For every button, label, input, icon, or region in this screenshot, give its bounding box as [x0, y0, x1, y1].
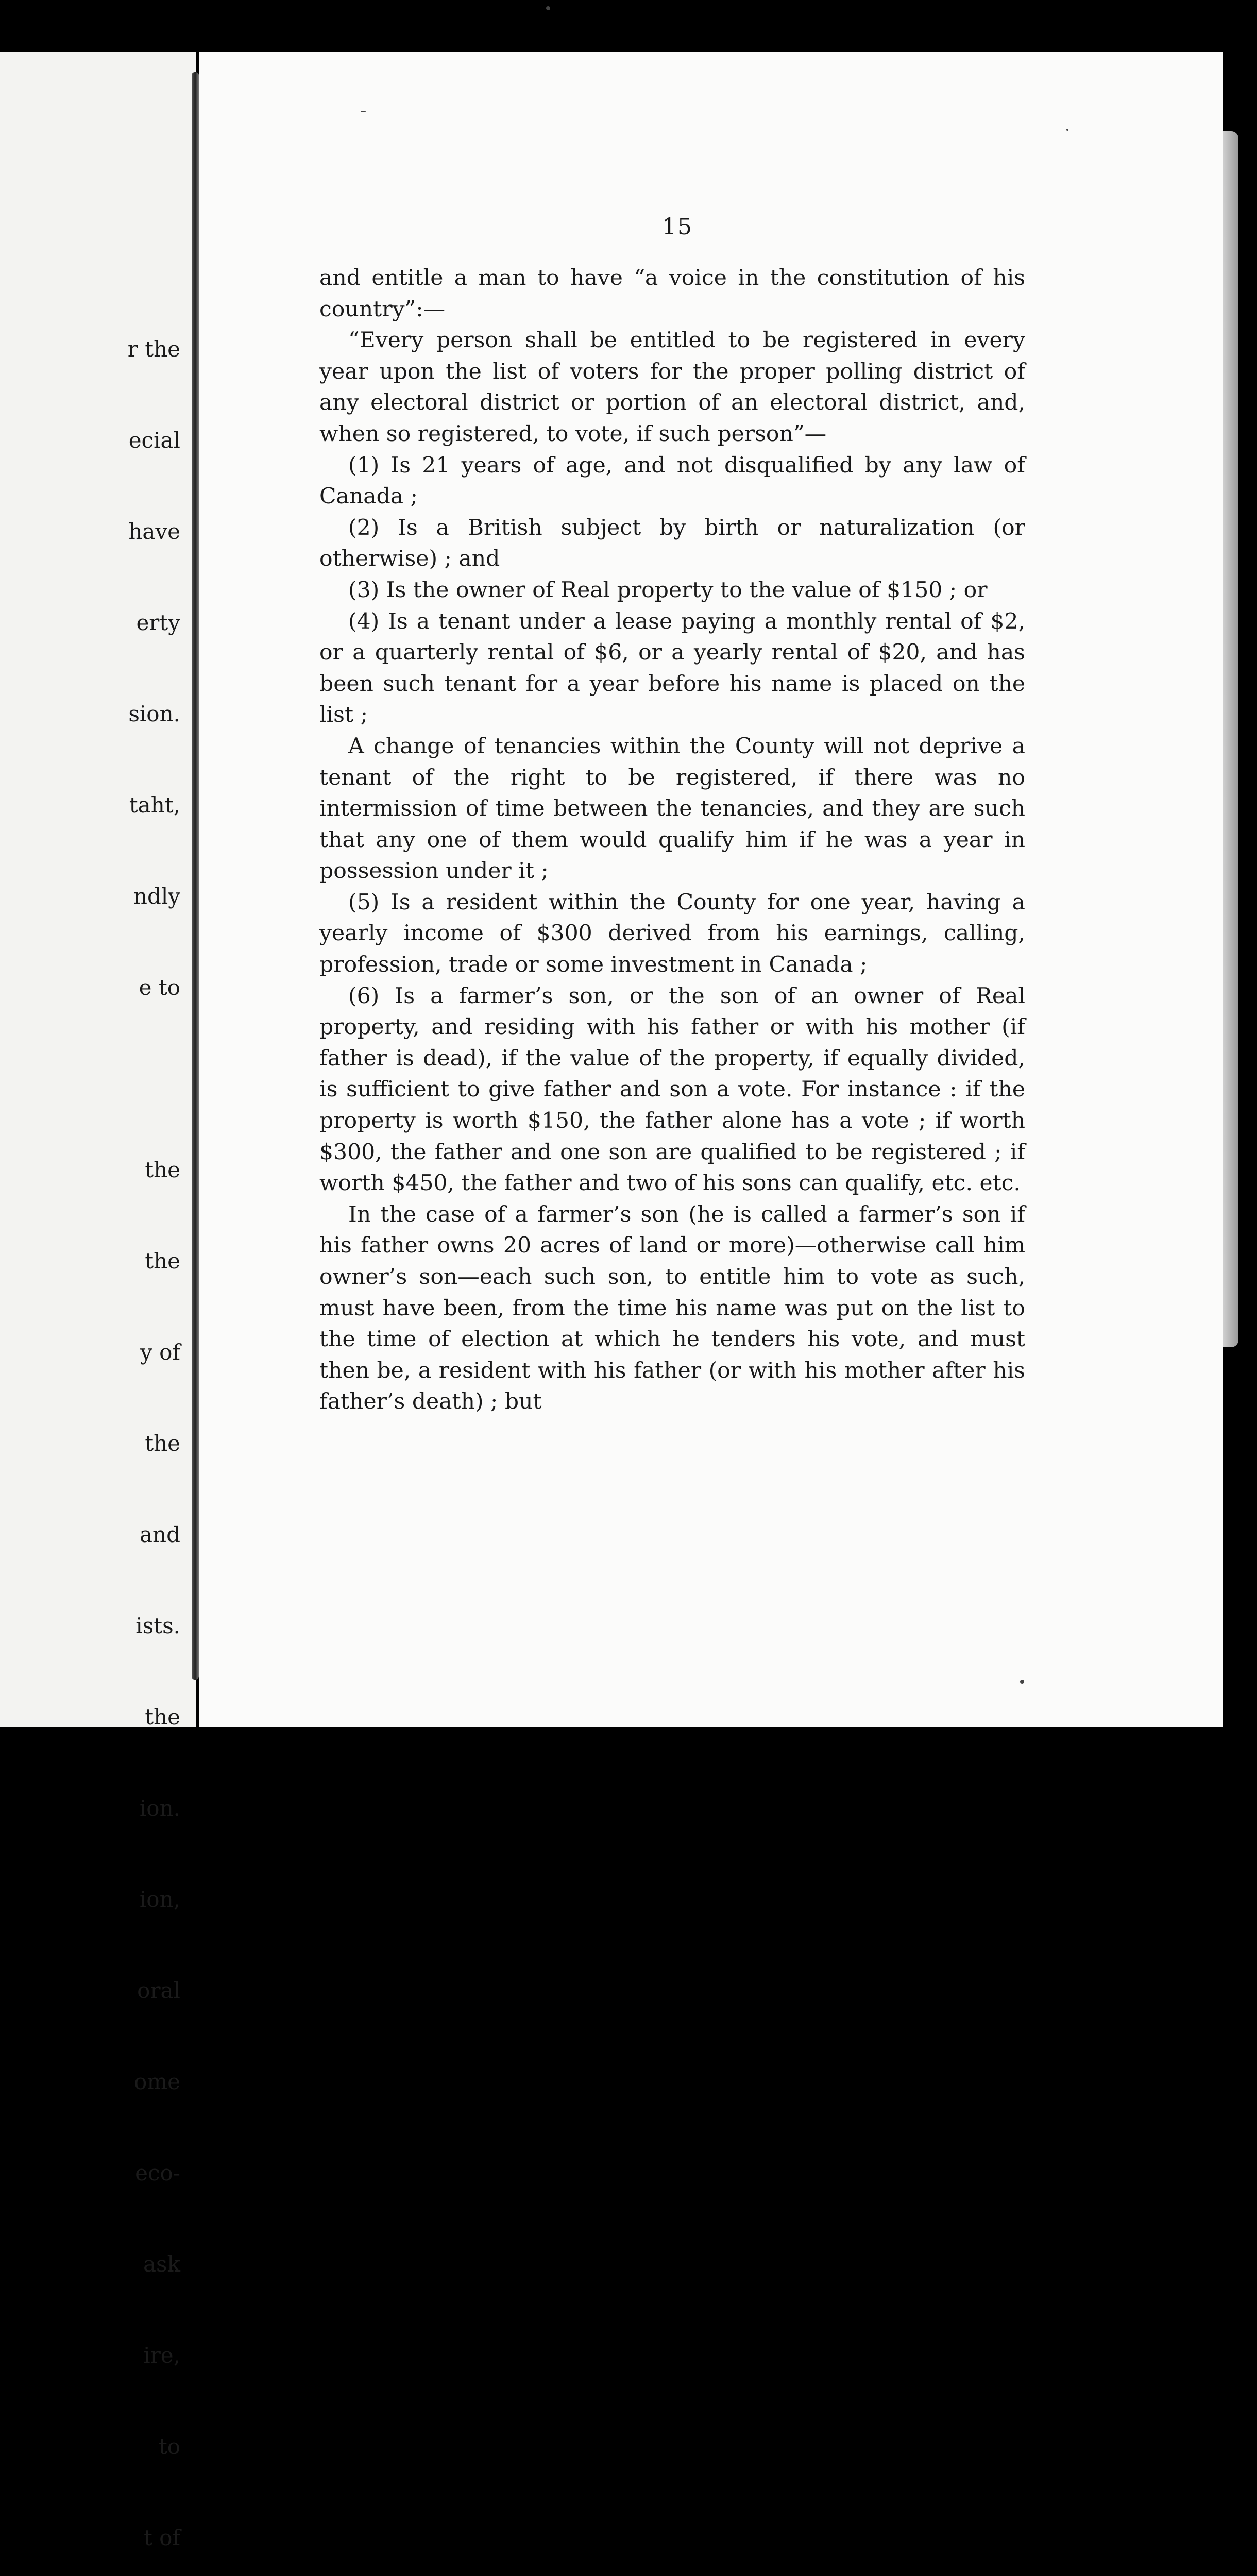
- left-fragment: [128, 1063, 180, 1094]
- scan-speck: [361, 111, 366, 112]
- left-fragment: sion.: [128, 701, 180, 726]
- left-page-text-fragments: [128, 273, 180, 2576]
- left-fragment: ion.: [139, 1795, 180, 1821]
- paragraph: (6) Is a farmer’s son, or the son of an owner of Real property, and residing with his father or with his mother (if father is dead), if the value of the property, if equally divided, is sufficient to give father and son a vote. For instance : if the property is worth $150, the father alone has a vote ; if worth $300, the father and one son are qualified to be registered ; if worth $450, the father and two of his sons can qualify, etc. etc.: [319, 983, 1025, 1196]
- paragraph: (2) Is a British subject by birth or naturalization (or otherwise) ; and: [319, 515, 1025, 572]
- left-fragment: the: [145, 1248, 180, 1274]
- left-fragment: ists.: [135, 1613, 180, 1638]
- left-fragment: the: [145, 1157, 180, 1182]
- page-edge-shadow: [1223, 131, 1238, 1347]
- left-fragment: the: [145, 1704, 180, 1730]
- scan-speck: [1020, 1680, 1024, 1684]
- paragraph: and entitle a man to have “a voice in the constitution of his country”:—: [319, 265, 1025, 322]
- paragraph: “Every person shall be entitled to be registered in every year upon the list of voters for the proper polling district of any electoral district or portion of an electoral district, and, when so registered, to vote, if such person”—: [319, 328, 1025, 447]
- left-fragment: erty: [136, 610, 180, 635]
- left-fragment: have: [128, 519, 180, 544]
- left-fragment: to: [158, 2434, 180, 2459]
- left-fragment: ecial: [128, 428, 180, 453]
- left-fragment: e to: [139, 975, 180, 1000]
- page-number: 15: [662, 214, 693, 240]
- scan-speck: [546, 6, 550, 10]
- left-fragment: y of: [140, 1340, 180, 1365]
- scan-speck: [1066, 129, 1068, 131]
- paragraph: (5) Is a resident within the County for one year, having a yearly income of $300 derived from his earnings, calling, profession, trade or some investment in Canada ;: [319, 889, 1025, 978]
- left-facing-page: [0, 52, 196, 2550]
- left-fragment: taht,: [129, 792, 180, 818]
- paragraph: A change of tenancies within the County will not deprive a tenant of the right to be registered, if there was no intermission of time between the tenancies, and they are such that any one of them would qualify him if he was a year in possession under it ;: [319, 733, 1025, 884]
- left-fragment: oral: [137, 1978, 180, 2003]
- paragraph: (1) Is 21 years of age, and not disqualified by any law of Canada ;: [319, 452, 1025, 510]
- paragraph: In the case of a farmer’s son (he is called a farmer’s son if his father owns 20 acres of land or more)—otherwise call him owner’s son—each such son, to entitle him to vote as such, must have been, from the time his name was put on the list to the time of election at which he tenders his vote, and must then be, a resident with his father (or with his mother after his father’s death) ; but: [319, 1201, 1025, 1415]
- paragraph: (4) Is a tenant under a lease paying a monthly rental of $2, or a quarterly rental of $6, or a yearly rental of $20, and has been such tenant for a year before his name is placed on the list ;: [319, 608, 1025, 728]
- left-fragment: ire,: [143, 2343, 180, 2368]
- left-fragment: the: [145, 1431, 180, 1456]
- left-fragment: eco-: [135, 2160, 180, 2185]
- binding-gutter: [192, 72, 199, 1680]
- left-fragment: t of: [143, 2525, 180, 2550]
- left-fragment: ndly: [133, 884, 180, 909]
- paragraph: (3) Is the owner of Real property to the value of $150 ; or: [348, 577, 988, 603]
- left-fragment: and: [140, 1522, 180, 1547]
- left-fragment: ome: [134, 2069, 180, 2094]
- left-fragment: ask: [143, 2251, 180, 2277]
- left-fragment: ion,: [139, 1887, 180, 1912]
- left-fragment: r the: [127, 336, 180, 362]
- page-body-text: [319, 263, 1025, 1418]
